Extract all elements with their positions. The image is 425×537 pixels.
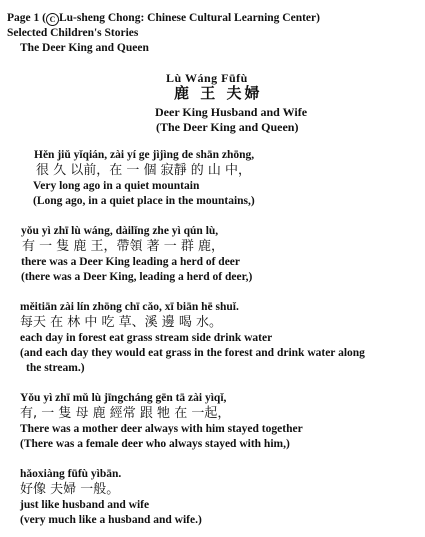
stanza-3-translation: (and each day they would eat grass in the forest and drink water along xyxy=(20,347,365,359)
stanza-1-translation: (Long ago, in a quiet place in the mountains,) xyxy=(33,195,255,207)
stanza-4-english: There was a mother deer always with him stayed together xyxy=(20,423,303,435)
stanza-2-chinese: 有 一 隻 鹿 王，帶領 著 一 群 鹿， xyxy=(22,239,225,254)
stanza-5-translation: (very much like a husband and wife.) xyxy=(20,514,202,526)
stanza-3-translation-cont: the stream.) xyxy=(26,362,85,374)
stanza-4-translation: (There was a female deer who always stayed with him,) xyxy=(20,438,290,450)
stanza-4-pinyin: Yǒu yì zhī mǔ lù jīngcháng gēn tā zài yìqǐ, xyxy=(20,392,227,404)
stanza-1-english: Very long ago in a quiet mountain xyxy=(33,180,200,192)
header-collection: Selected Children's Stories xyxy=(7,27,139,39)
header-source: Lu-sheng Chong: Chinese Cultural Learning Center) xyxy=(58,12,320,24)
stanza-5-chinese: 好像 夫婦 一般。 xyxy=(20,482,120,497)
stanza-1-chinese: 很 久 以前，在 一 個 寂靜 的 山 中， xyxy=(36,163,252,178)
stanza-3-pinyin: měitiān zài lín zhōng chī cǎo, xī biān hē shuǐ. xyxy=(20,301,239,313)
copyright-icon: C xyxy=(46,13,59,26)
header-page-label: Page 1 ( xyxy=(7,12,46,24)
stanza-5-english: just like husband and wife xyxy=(20,499,150,511)
stanza-2-english: there was a Deer King leading a herd of deer xyxy=(21,256,241,268)
title-chinese: 鹿 王 夫婦 xyxy=(174,84,263,102)
stanza-2-translation: (there was a Deer King, leading a herd of deer,) xyxy=(21,271,253,283)
header-story-name: The Deer King and Queen xyxy=(20,42,149,54)
stanza-4-chinese: 有, 一 隻 母 鹿 經常 跟 牠 在 一起， xyxy=(20,406,231,421)
stanza-1-pinyin: Hěn jiǔ yǐqián, zài yí ge jìjìng de shān zhōng, xyxy=(34,149,255,161)
title-translation: (The Deer King and Queen) xyxy=(156,120,299,134)
stanza-3-english: each day in forest eat grass stream side drink water xyxy=(20,332,273,344)
title-pinyin: Lù Wáng Fūfù xyxy=(166,71,248,85)
stanza-2-pinyin: yǒu yì zhī lù wáng, dàilǐng zhe yì qún lù, xyxy=(21,225,219,237)
header-line-1 xyxy=(7,13,320,26)
stanza-5-pinyin: hǎoxiàng fūfù yìbān. xyxy=(20,468,122,480)
stanza-3-chinese: 每天 在 林 中 吃 草、溪 邊 喝 水。 xyxy=(20,315,223,330)
title-english: Deer King Husband and Wife xyxy=(155,105,308,119)
